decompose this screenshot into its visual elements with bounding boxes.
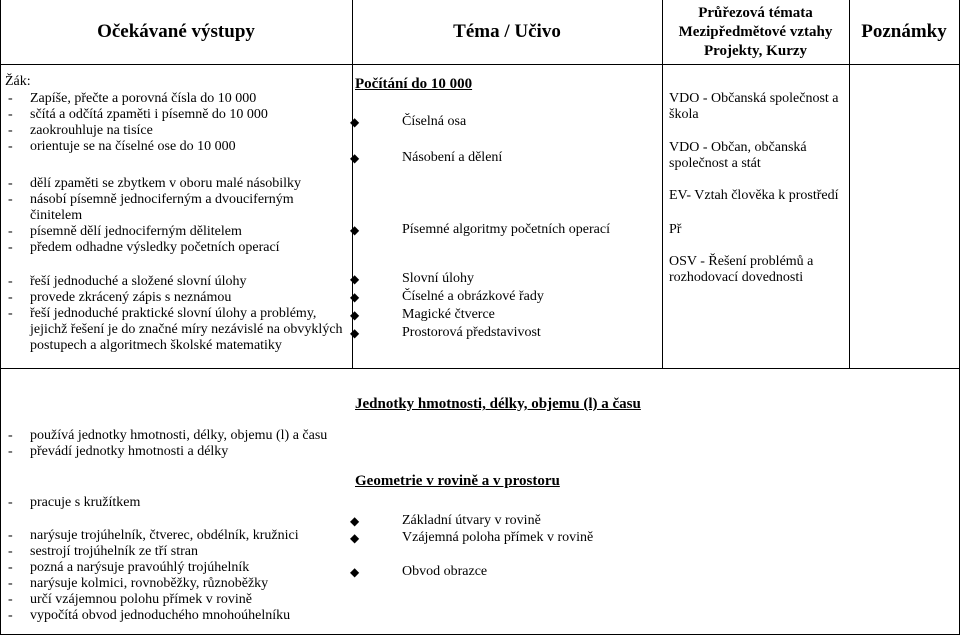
- header-cross-line: Průřezová témata: [698, 4, 813, 21]
- output-item-cont: činitelem: [30, 208, 83, 223]
- output-item: - zaokrouhluje na tisíce: [30, 123, 153, 139]
- topic-item: [350, 150, 503, 166]
- output-item-cont: jejichž řešení je do značné míry nezávislé na obvyklých: [30, 322, 343, 337]
- output-item: - používá jednotky hmotnosti, délky, objemu (l) a času: [30, 428, 327, 444]
- cross-topic: OSV - Řešení problémů a rozhodovací dovednosti: [669, 254, 814, 285]
- output-item: - určí vzájemnou polohu přímek v rovině: [30, 592, 252, 608]
- grid-line: [0, 368, 960, 369]
- output-item: - provede zkrácený zápis s neznámou: [30, 290, 231, 306]
- grid-line: [0, 0, 1, 635]
- section-title: Jednotky hmotnosti, délky, objemu (l) a času: [355, 396, 641, 412]
- output-item: - sestrojí trojúhelník ze tří stran: [30, 544, 198, 560]
- cross-topic: EV- Vztah člověka k prostředí: [669, 188, 839, 203]
- output-item: - orientuje se na číselné ose do 10 000: [30, 139, 236, 155]
- header-notes: Poznámky: [861, 21, 947, 42]
- topic-item: [350, 564, 488, 580]
- topic-label: Základní útvary v rovině: [402, 513, 541, 528]
- bullet-icon: ◆: [350, 531, 360, 545]
- topic-label: Číselná osa: [402, 114, 467, 129]
- topic-item: [350, 271, 474, 287]
- output-item: - dělí zpaměti se zbytkem v oboru malé násobilky: [30, 176, 301, 192]
- cross-topic: VDO - Občan, občanská společnost a stát: [669, 140, 807, 171]
- topic-item: [350, 513, 541, 529]
- output-item: - řeší jednoduché a složené slovní úlohy: [30, 274, 247, 290]
- output-item: - pozná a narýsuje pravoúhlý trojúhelník: [30, 560, 249, 576]
- cross-topic: Př: [669, 222, 682, 237]
- bullet-icon: ◆: [350, 115, 360, 129]
- topic-item: [350, 325, 541, 341]
- output-item: - převádí jednotky hmotnosti a délky: [30, 444, 228, 460]
- header-outputs: Očekávané výstupy: [97, 21, 255, 42]
- header-cross-line: Projekty, Kurzy: [703, 42, 808, 59]
- topic-item: [350, 114, 467, 130]
- topic-label: Magické čtverce: [402, 307, 495, 322]
- topic-label: Písemné algoritmy početních operací: [402, 222, 610, 237]
- bullet-icon: ◆: [350, 151, 360, 165]
- cross-topic: VDO - Občanská společnost a škola: [669, 91, 839, 122]
- section-title: Geometrie v rovině a v prostoru: [355, 473, 560, 489]
- topic-label: Prostorová představivost: [402, 325, 541, 340]
- output-item: - narýsuje kolmici, rovnoběžky, různoběžky: [30, 576, 268, 592]
- topic-label: Číselné a obrázkové řady: [402, 289, 544, 304]
- bullet-icon: ◆: [350, 223, 360, 237]
- bullet-icon: ◆: [350, 272, 360, 286]
- output-item: - vypočítá obvod jednoduchého mnohoúhelníku: [30, 608, 290, 624]
- output-item: - narýsuje trojúhelník, čtverec, obdélník, kružnici: [30, 528, 299, 544]
- topic-item: [350, 222, 610, 238]
- bullet-icon: ◆: [350, 308, 360, 322]
- header-topic: Téma / Učivo: [453, 21, 561, 42]
- output-item: - pracuje s kružítkem: [30, 495, 140, 511]
- bullet-icon: ◆: [350, 514, 360, 528]
- topic-item: [350, 530, 594, 546]
- output-item: - sčítá a odčítá zpaměti i písemně do 10 000: [30, 107, 268, 123]
- grid-line: [0, 64, 960, 65]
- header-cross-topics: [662, 0, 849, 64]
- bullet-icon: ◆: [350, 326, 360, 340]
- bullet-icon: ◆: [350, 565, 360, 579]
- topic-item: [350, 307, 495, 323]
- topic-label: Vzájemná poloha přímek v rovině: [402, 530, 594, 545]
- topic-item: [350, 289, 544, 305]
- output-item-cont: postupech a algoritmech školské matematiky: [30, 338, 282, 353]
- pupil-label: Žák:: [5, 74, 31, 89]
- header-cross-line: Mezipředmětové vztahy: [678, 23, 833, 40]
- section-title: Počítání do 10 000: [355, 76, 473, 92]
- output-item: - řeší jednoduché praktické slovní úlohy a problémy,: [30, 306, 316, 322]
- topic-label: Obvod obrazce: [402, 564, 488, 579]
- output-item: - písemně dělí jednociferným dělitelem: [30, 224, 242, 240]
- output-item: - Zapíše, přečte a porovná čísla do 10 000: [30, 91, 256, 107]
- topic-label: Slovní úlohy: [402, 271, 474, 286]
- output-item: - předem odhadne výsledky početních operací: [30, 240, 280, 256]
- output-item: - násobí písemně jednociferným a dvouciferným: [30, 192, 294, 208]
- bullet-icon: ◆: [350, 290, 360, 304]
- topic-label: Násobení a dělení: [402, 150, 503, 165]
